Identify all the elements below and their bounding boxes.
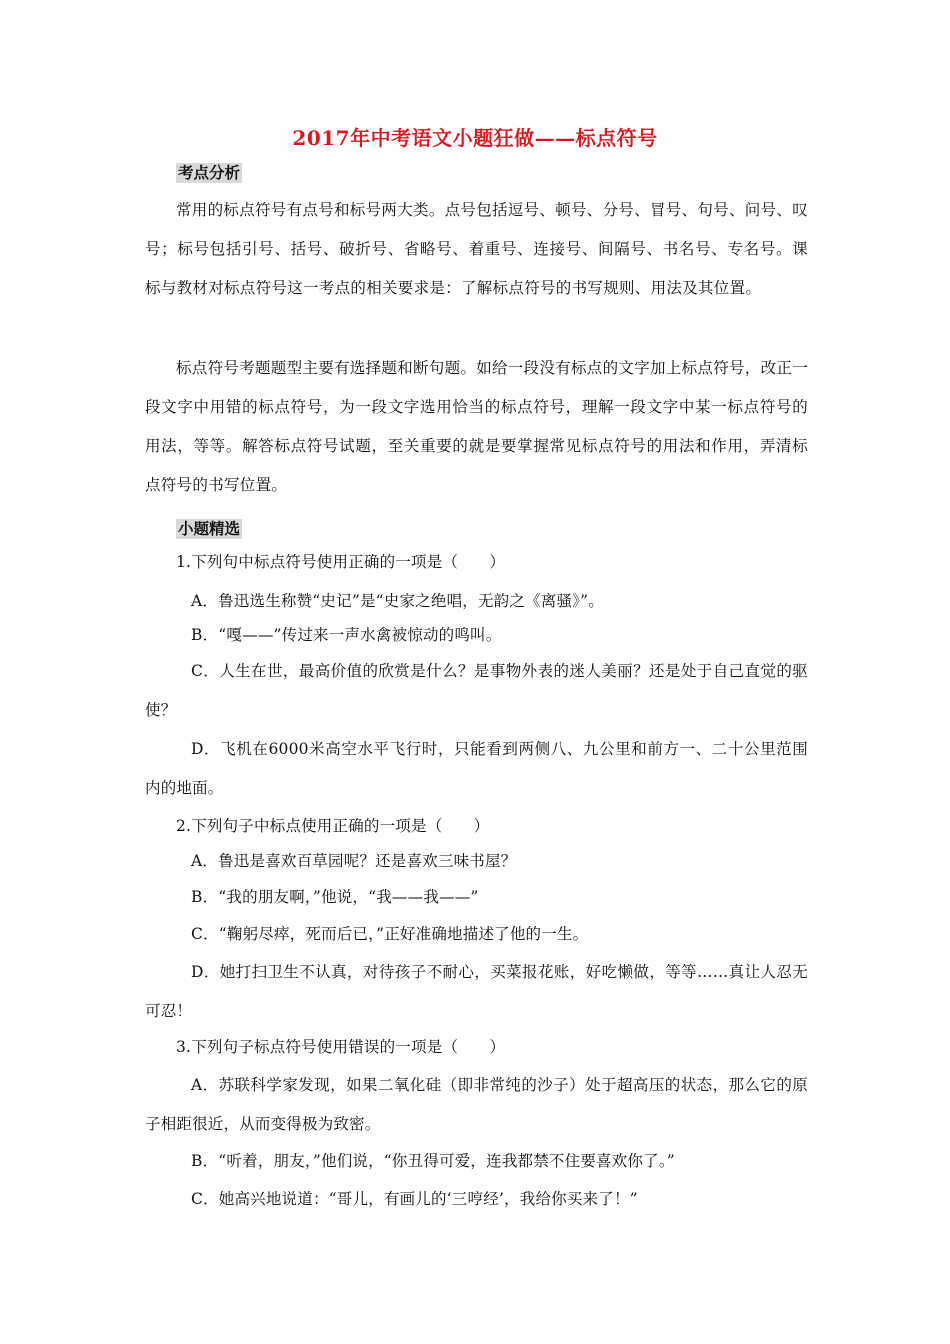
question-option: D．飞机在6000米高空水平飞行时，只能看到两侧八、九公里和前方一、二十公里范围内的地面。 bbox=[145, 740, 808, 797]
question-option: C．人生在世，最高价值的欣赏是什么？是事物外表的迷人美丽？还是处于自己直觉的驱使？ bbox=[145, 662, 808, 719]
analysis-paragraph: 常用的标点符号有点号和标号两大类。点号包括逗号、顿号、分号、冒号、句号、问号、叹号；标号包括引号、括号、破折号、省略号、着重号、连接号、间隔号、书名号、专名号。课标与教材对标点符号这一考点的相关要求是：了解标点符号的书写规则、用法及其位置。 bbox=[145, 201, 809, 297]
question-option: B．“嘎——”传过来一声水禽被惊动的鸣叫。 bbox=[191, 626, 502, 644]
analysis-paragraph: 标点符号考题题型主要有选择题和断句题。如给一段没有标点的文字加上标点符号，改正一段文字中用错的标点符号，为一段文字选用恰当的标点符号，理解一段文字中某一标点符号的用法，等等。解答标点符号试题，至关重要的就是要掌握常见标点符号的用法和作用，弄清标点符号的书写位置。 bbox=[145, 359, 809, 494]
question-option: C．“鞠躬尽瘁，死而后已，”正好准确地描述了他的一生。 bbox=[191, 925, 589, 943]
question-stem: 1.下列句中标点符号使用正确的一项是（ ） bbox=[176, 553, 506, 571]
page-title: 2017年中考语文小题狂做——标点符号 bbox=[292, 126, 658, 150]
question-option: D．她打扫卫生不认真，对待孩子不耐心，买菜报花账，好吃懒做，等等……真让人忍无可忍！ bbox=[145, 963, 808, 1020]
section-heading-practice: 小题精选 bbox=[178, 519, 241, 538]
question-stem: 3.下列句子标点符号使用错误的一项是（ ） bbox=[176, 1038, 506, 1056]
section-heading-analysis: 考点分析 bbox=[178, 163, 241, 182]
question-option: A．苏联科学家发现，如果二氧化硅（即非常纯的沙子）处于超高压的状态，那么它的原子相距很近，从而变得极为致密。 bbox=[145, 1076, 808, 1133]
question-option: C．她高兴地说道：“哥儿，有画儿的‘三哼经’，我给你买来了！” bbox=[191, 1190, 638, 1208]
question-stem: 2.下列句子中标点使用正确的一项是（ ） bbox=[176, 817, 490, 835]
question-option: A．鲁迅是喜欢百草园呢？还是喜欢三味书屋？ bbox=[191, 852, 517, 870]
question-option: A．鲁迅选生称赞“史记”是“史家之绝唱，无韵之《离骚》”。 bbox=[191, 592, 604, 610]
question-option: B．“听着，朋友，”他们说，“你丑得可爱，连我都禁不住要喜欢你了。” bbox=[191, 1152, 675, 1170]
question-option: B．“我的朋友啊，”他说，“我——我——” bbox=[191, 888, 479, 906]
